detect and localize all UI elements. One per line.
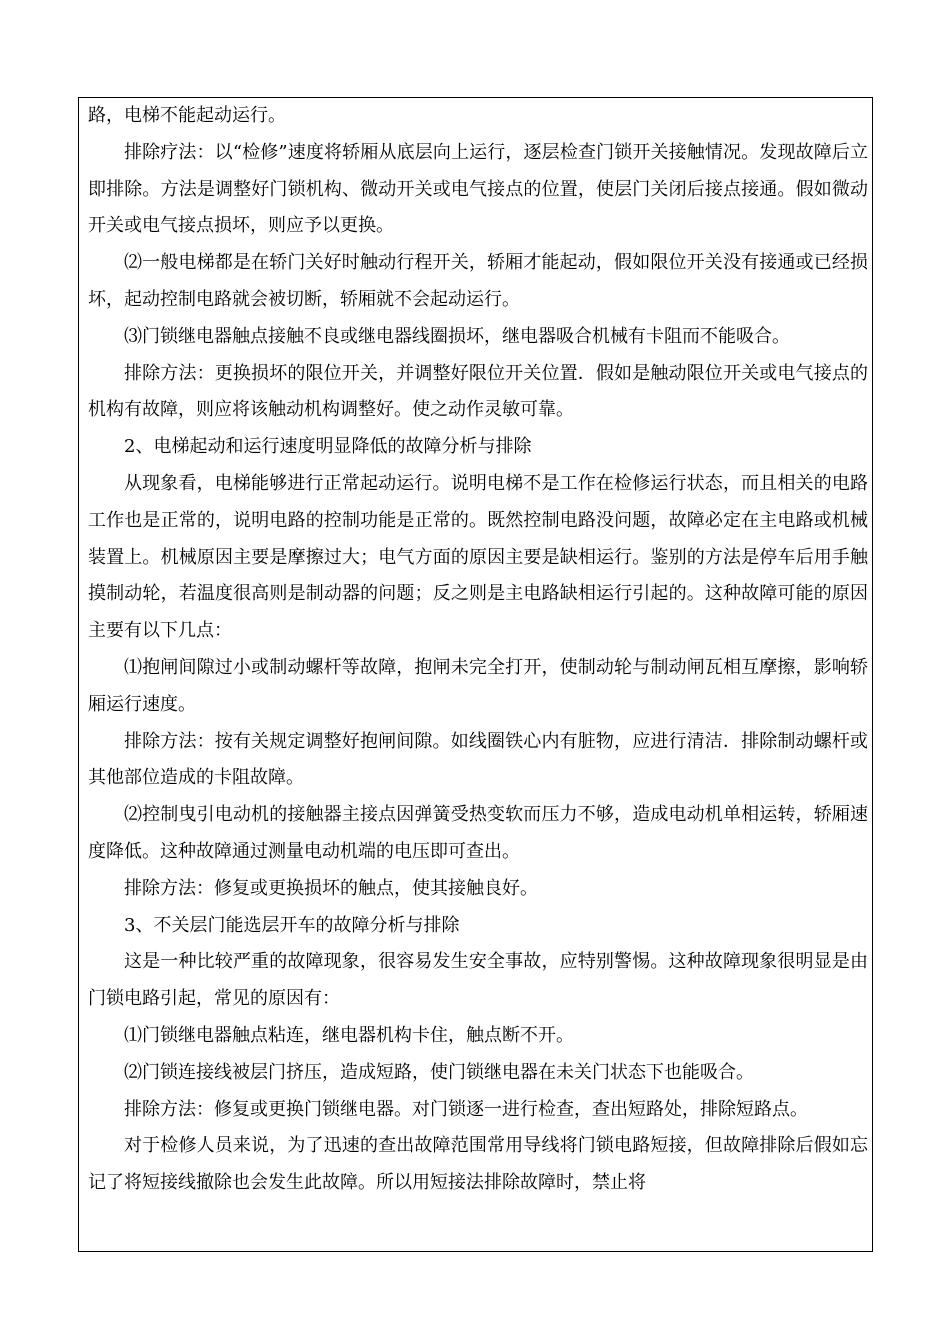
- paragraph: ⑶门锁继电器触点接触不良或继电器线圈损坏，继电器吸合机械有卡阻而不能吸合。: [124, 325, 790, 347]
- paragraph: 排除方法：修复或更换门锁继电器。对门锁逐一进行检查，查出短路处，排除短路点。: [124, 1098, 808, 1120]
- paragraph: 排除方法：修复或更换损坏的触点，使其接触良好。: [124, 877, 538, 899]
- paragraph: ⑴抱闸间隙过小或制动螺杆等故障，抱闸未完全打开，使制动轮与制动闸瓦相互摩擦，影响轿厢运行速度。: [88, 656, 868, 715]
- paragraph: 路，电梯不能起动运行。: [88, 105, 286, 126]
- document-table-cell: [78, 97, 873, 1252]
- section-heading: 2、电梯起动和运行速度明显降低的故障分析与排除: [124, 436, 532, 458]
- document-body: [88, 98, 868, 1202]
- paragraph: 从现象看，电梯能够进行正常起动运行。说明电梯不是工作在检修运行状态，而且相关的电路工作也是正常的，说明电路的控制功能是正常的。既然控制电路没问题，故障必定在主电路或机械装置上。机械原因主要是摩擦过大；电气方面的原因主要是缺相运行。鉴别的方法是停车后用手触摸制动轮，若温度很高则是制动器的问题；反之则是主电路缺相运行引起的。这种故障可能的原因主要有以下几点：: [88, 472, 868, 642]
- section-heading: 3、不关层门能选层开车的故障分析与排除: [124, 914, 460, 936]
- paragraph: 对于检修人员来说，为了迅速的查出故障范围常用导线将门锁电路短接，但故障排除后假如忘记了将短接线撤除也会发生此故障。所以用短接法排除故障时，禁止将: [88, 1135, 868, 1194]
- paragraph: 这是一种比较严重的故障现象，很容易发生安全事故，应特别警惕。这种故障现象很明显是由门锁电路引起，常见的原因有：: [88, 951, 868, 1010]
- paragraph: 排除方法：更换损坏的限位开关，并调整好限位开关位置．假如是触动限位开关或电气接点的机构有故障，则应将该触动机构调整好。使之动作灵敏可靠。: [88, 362, 868, 421]
- paragraph: ⑵一般电梯都是在轿门关好时触动行程开关，轿厢才能起动，假如限位开关没有接通或已经损坏，起动控制电路就会被切断，轿厢就不会起动运行。: [88, 252, 868, 310]
- paragraph: 排除方法：按有关规定调整好抱闸间隙。如线圈铁心内有脏物，应进行清洁．排除制动螺杆或其他部位造成的卡阻故障。: [88, 730, 868, 789]
- paragraph: ⑴门锁继电器触点粘连，继电器机构卡住，触点断不开。: [124, 1024, 574, 1046]
- paragraph: ⑵门锁连接线被层门挤压，造成短路，使门锁继电器在未关门状态下也能吸合。: [124, 1061, 754, 1083]
- paragraph: 排除疗法：以“检修”速度将轿厢从底层向上运行，逐层检查门锁开关接触情况。发现故障后立即排除。方法是调整好门锁机构、微动开关或电气接点的位置，使层门关闭后接点接通。假如微动开关或电气接点损坏，则应予以更换。: [88, 141, 868, 237]
- paragraph: ⑵控制曳引电动机的接触器主接点因弹簧受热变软而压力不够，造成电动机单相运转，轿厢速度降低。这种故障通过测量电动机端的电压即可查出。: [88, 804, 868, 862]
